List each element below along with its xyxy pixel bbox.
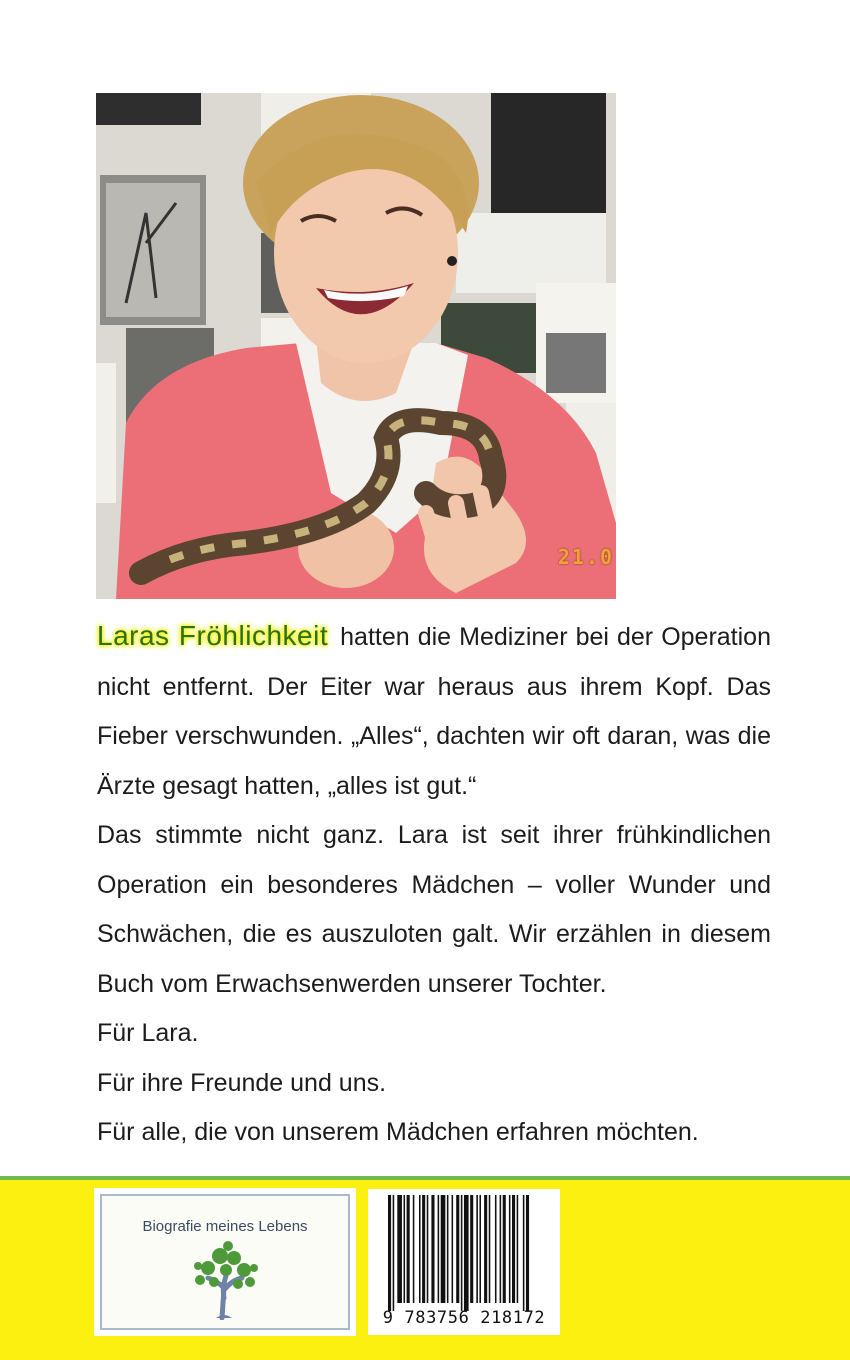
- barcode-bar: [388, 1195, 391, 1311]
- barcode-bar: [393, 1195, 395, 1311]
- barcode-bars: [368, 1189, 560, 1311]
- publisher-logo: [94, 1188, 356, 1336]
- barcode-bar: [447, 1195, 449, 1303]
- logo-frame: [100, 1194, 350, 1330]
- barcode-bar: [479, 1195, 481, 1303]
- date-stamp: 21.0: [557, 545, 614, 569]
- barcode-bar: [427, 1195, 429, 1303]
- barcode-bar: [523, 1195, 525, 1311]
- barcode-bar: [413, 1195, 415, 1303]
- barcode-bar: [517, 1195, 519, 1303]
- highlight-title: Laras Fröhlichkeit: [97, 620, 329, 651]
- logo-text: Biografie meines Lebens: [142, 1218, 308, 1235]
- barcode-bar: [512, 1195, 515, 1303]
- barcode-bar: [500, 1195, 502, 1303]
- barcode-bar: [495, 1195, 497, 1303]
- barcode-bar: [452, 1195, 454, 1303]
- barcode-bar: [404, 1195, 406, 1303]
- barcode-bar: [397, 1195, 402, 1303]
- barcode-bar: [456, 1195, 459, 1303]
- barcode-bar: [407, 1195, 410, 1303]
- barcode-bar: [470, 1195, 473, 1303]
- photo-illustration: [96, 93, 616, 599]
- barcode-bar: [503, 1195, 506, 1303]
- tree-icon: [186, 1238, 266, 1320]
- barcode-bar: [422, 1195, 425, 1303]
- barcode-bar: [438, 1195, 440, 1303]
- cover-photo: [96, 93, 616, 599]
- back-cover-text: [97, 611, 771, 1158]
- dedication-line-3: Für alle, die von unserem Mädchen erfahren möchten.: [97, 1118, 699, 1146]
- barcode-bar: [441, 1195, 446, 1303]
- paragraph-intro-text: hatten die Mediziner bei der Operation nicht entfernt. Der Eiter war heraus aus ihrem Kopf. Das Fieber verschwunden. „Alles“, dachten wir oft daran, was die Ärzte gesagt hatten, „alles ist gut.“: [97, 623, 771, 800]
- isbn-barcode: [368, 1189, 560, 1335]
- barcode-bar: [509, 1195, 511, 1303]
- paragraph-story: Das stimmte nicht ganz. Lara ist seit ihrer frühkindlichen Operation ein besonderes Mädchen – voller Wunder und Schwächen, die es auszuloten galt. Wir erzählen in diesem Buch vom Erwachsenwerden unserer Tochter.: [97, 821, 771, 998]
- dedication-line-1: Für Lara.: [97, 1019, 199, 1047]
- barcode-bar: [526, 1195, 529, 1311]
- paragraph-intro: [97, 611, 771, 811]
- barcode-bar: [476, 1195, 478, 1303]
- barcode-bar: [431, 1195, 434, 1303]
- barcode-bar: [461, 1195, 463, 1311]
- isbn-digits: 9 783756 218172: [382, 1308, 546, 1328]
- barcode-bar: [484, 1195, 487, 1303]
- barcode-bar: [464, 1195, 469, 1311]
- dedication-line-2: Für ihre Freunde und uns.: [97, 1068, 387, 1097]
- barcode-bar: [489, 1195, 491, 1303]
- barcode-bar: [419, 1195, 421, 1303]
